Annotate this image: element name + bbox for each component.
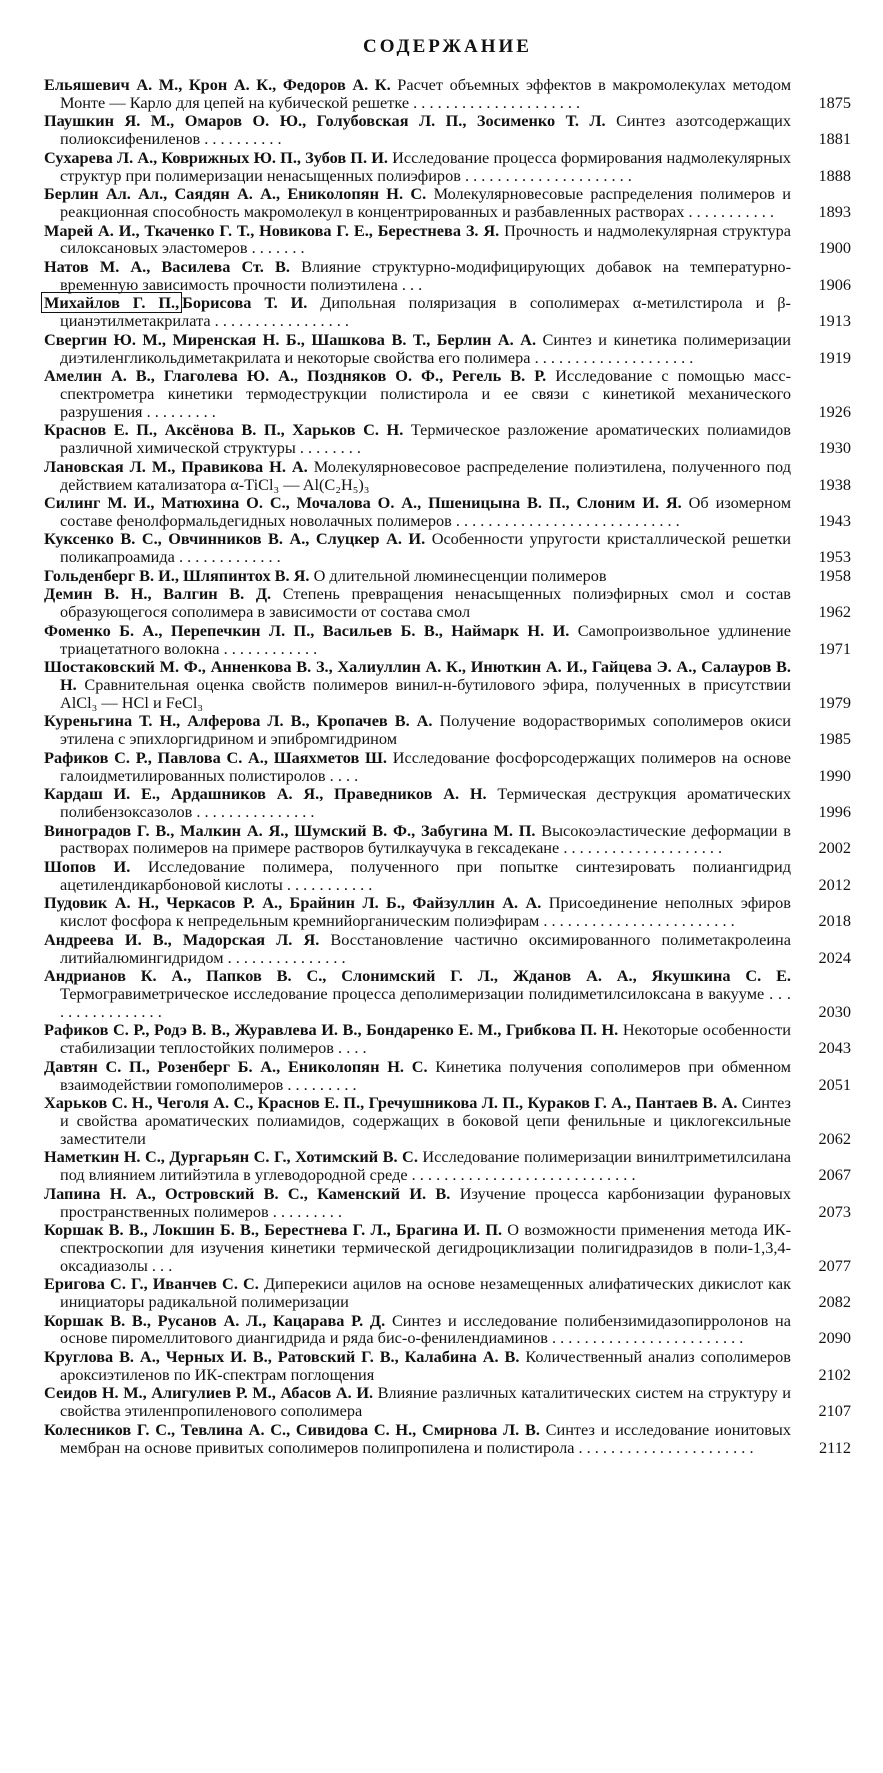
toc-entry-title: Термическое разложение ароматических полиамидов различной химической структуры . . . . . . . . <box>60 420 791 458</box>
toc-entry-title: Синтез и свойства ароматических полиамидов, содержащих в боковой цепи фенильные и циклогексильные заместители <box>60 1093 791 1148</box>
toc-entry-page: 2030 <box>818 1001 851 1021</box>
toc-entry-text <box>44 222 791 258</box>
toc-entry-authors: Сеидов Н. М., Алигулиев Р. М., Абасов А. И. <box>44 1383 374 1403</box>
toc-entry-authors: Андреева И. В., Мадорская Л. Я. <box>44 929 320 949</box>
toc-entry-authors: Коршак В. В., Локшин Б. В., Берестнева Г. Л., Брагина И. П. <box>44 1220 503 1240</box>
toc-entry <box>44 530 851 566</box>
toc-entry-authors: Кардаш И. Е., Ардашников А. Я., Праведников А. Н. <box>44 784 487 804</box>
toc-entry-title: Термогравиметрическое исследование процесса деполимеризации полидиметилсилоксана в вакууме . . . . . . . . . . . . . . . . <box>60 983 791 1021</box>
toc-entry-text <box>44 458 791 494</box>
toc-entry-authors-extra: Борисова Т. И. <box>182 293 308 313</box>
toc-entry <box>44 1058 851 1094</box>
toc-entry-title: Дипольная поляризация в сополимерах α-метилстирола и β-цианэтилметакрилата . . . . . . . . . . . . . . . . . <box>60 293 791 331</box>
toc-entry-text <box>44 76 791 112</box>
toc-entry-page: 1938 <box>818 474 851 494</box>
toc-entry-title: Исследование с помощью масс-спектрометра кинетики термодеструкции полистирола и ее связи с кинетикой механического разрушения . . . . . . . . . <box>60 366 791 421</box>
toc-entry-title: О возможности применения метода ИК-спектроскопии для изучения кинетики термической дегидроциклизации полигидразидов в поли-1,3,4-оксадиазолы . . . <box>60 1220 791 1275</box>
toc-entry-authors: Рафиков С. Р., Родэ В. В., Журавлева И. В., Бондаренко Е. М., Грибкова П. Н. <box>44 1020 619 1040</box>
toc-entry-title: Восстановление частично оксимированного полиметакролеина литийалюмингидридом . . . . . . . . . . . . . . . <box>60 929 791 967</box>
toc-entry-authors: Шостаковский М. Ф., Анненкова В. З., Халиуллин А. К., Инюткин А. И., Гайцева Э. А., Салауров В. Н. <box>44 657 791 695</box>
toc-entry-text <box>44 967 791 1020</box>
toc-entry-authors: Краснов Е. П., Аксёнова В. П., Харьков С. Н. <box>44 420 404 440</box>
toc-entry-title: Молекулярновесовое распределение полиэтилена, полученного под действием катализатора α-TiCl₃ — Al(C₂H₅)₃ <box>60 456 791 494</box>
toc-entry <box>44 858 851 894</box>
toc-entry-page: 2024 <box>818 947 851 967</box>
toc-entry-text <box>44 1384 791 1420</box>
toc-entry-text <box>44 1094 791 1147</box>
toc-entry <box>44 494 851 530</box>
toc-entry-title: О длительной люминесценции полимеров <box>313 565 607 585</box>
toc-entry <box>44 822 851 858</box>
toc-entry-text <box>44 822 791 858</box>
toc-entry <box>44 331 851 367</box>
toc-entry-text <box>44 749 791 785</box>
toc-entry-page: 2073 <box>818 1201 851 1221</box>
toc-entry-text <box>44 785 791 821</box>
toc-entry-title: Присоединение неполных эфиров кислот фосфора к непредельным кремнийорганическим полиэфирам . . . . . . . . . . . . . . . . . . . . . . . . <box>60 893 791 931</box>
toc-entry <box>44 931 851 967</box>
toc-entry <box>44 622 851 658</box>
toc-entry-text <box>44 1148 791 1184</box>
toc-entry-title: Особенности упругости кристаллической решетки поликапроамида . . . . . . . . . . . . . <box>60 529 791 567</box>
toc-entry-title: Высокоэластические деформации в растворах полимеров на примере растворов бутилкаучука в гексадекане . . . . . . . . . . . . . . . . . . . . <box>60 820 791 858</box>
toc-entry-text <box>44 331 791 367</box>
toc-entry-authors: Наметкин Н. С., Дургарьян С. Г., Хотимский В. С. <box>44 1147 418 1167</box>
toc-entry-title: Молекулярновесовые распределения полимеров и реакционная способность макромолекул в концентрированных и разбавленных растворах . . . . . . . . . . . <box>60 184 792 221</box>
toc-entry-text <box>44 1058 791 1094</box>
toc-entry-authors: Фоменко Б. А., Перепечкин Л. П., Васильев Б. В., Наймарк Н. И. <box>44 620 570 640</box>
toc-entry <box>44 185 851 221</box>
toc-entry-text <box>44 1348 791 1384</box>
toc-entry-text <box>44 712 791 748</box>
toc-entry-page: 1953 <box>818 547 851 567</box>
toc-entry-authors: Рафиков С. Р., Павлова С. А., Шаяхметов Ш. <box>44 747 387 767</box>
toc-entry-authors: Виноградов Г. В., Малкин А. Я., Шумский В. Ф., Забугина М. П. <box>44 820 536 840</box>
toc-entry-authors: Свергин Ю. М., Миренская Н. Б., Шашкова В. Т., Берлин А. А. <box>44 329 537 349</box>
toc-entry <box>44 458 851 494</box>
toc-entry-text <box>44 585 791 621</box>
toc-entry-title: Кинетика получения сополимеров при обменном взаимодействии гомополимеров . . . . . . . . . <box>60 1056 791 1094</box>
toc-entry-title: Термическая деструкция ароматических полибензоксазолов . . . . . . . . . . . . . . . <box>60 784 792 822</box>
toc-entry <box>44 712 851 748</box>
toc-entry-page: 2012 <box>818 874 851 894</box>
toc-entry-page: 1990 <box>818 765 851 785</box>
toc-entry-title: Синтез и кинетика полимеризации диэтиленгликольдиметакрилата и некоторые свойства его полимера . . . . . . . . . . . . . . . . . . . . <box>60 329 791 367</box>
toc-entry-title: Об изомерном составе фенолформальдегидных новолачных полимеров . . . . . . . . . . . . . . . . . . . . . . . . . . . . <box>60 493 792 530</box>
toc-entry-page: 2043 <box>818 1038 851 1058</box>
toc-entry-authors: Марей А. И., Ткаченко Г. Т., Новикова Г. Е., Берестнева З. Я. <box>44 220 500 240</box>
toc-entry <box>44 112 851 148</box>
toc-entry <box>44 567 851 585</box>
toc-entry <box>44 1021 851 1057</box>
toc-entry-page: 2112 <box>819 1437 851 1457</box>
toc-entry-title: Исследование полимера, полученного при попытке синтезировать полиангидрид ацетилендикарбоновой кислоты . . . . . . . . . . . <box>60 857 791 894</box>
toc-entry-authors: Куксенко В. С., Овчинников В. А., Слуцкер А. И. <box>44 529 426 549</box>
toc-entry <box>44 1384 851 1420</box>
toc-entry <box>44 294 851 330</box>
toc-entry-text <box>44 494 791 530</box>
toc-entry-text <box>44 858 791 894</box>
toc-entry-page: 1979 <box>818 692 851 712</box>
toc-entry-page: 2062 <box>818 1128 851 1148</box>
toc-entry-authors: Демин В. Н., Валгин В. Д. <box>44 584 272 604</box>
toc-entry-page: 1900 <box>818 238 851 258</box>
toc-entry <box>44 222 851 258</box>
toc-entry-authors: Силинг М. И., Матюхина О. С., Мочалова О. А., Пшеницына В. П., Слоним И. Я. <box>44 493 682 513</box>
toc-entry <box>44 1185 851 1221</box>
toc-entry-title: Влияние различных каталитических систем на структуру и свойства этиленпропиленового сополимера <box>60 1383 791 1421</box>
toc-entry-page: 2018 <box>818 911 851 931</box>
toc-entry-page: 2102 <box>818 1364 851 1384</box>
toc-entry-text <box>44 294 791 330</box>
toc-entry-page: 1875 <box>818 92 851 112</box>
toc-entry <box>44 1221 851 1274</box>
toc-entry-text <box>44 1312 791 1348</box>
toc-entry <box>44 585 851 621</box>
toc-entry-text <box>44 894 791 930</box>
toc-entry-title: Исследование процесса формирования надмолекулярных структур при полимеризации ненасыщенных полиэфиров . . . . . . . . . . . . . . . . . . . . . <box>60 147 791 185</box>
toc-entry-title: Получение водорастворимых сополимеров окиси этилена с эпихлоргидрином и эпибромгидрином <box>60 711 791 749</box>
toc-entry-page: 2077 <box>818 1255 851 1275</box>
toc-entry <box>44 1148 851 1184</box>
toc-entry-page: 2107 <box>818 1401 851 1421</box>
toc-entry-title: Изучение процесса карбонизации фурановых пространственных полимеров . . . . . . . . . <box>60 1183 791 1221</box>
toc-entry-page: 1962 <box>818 602 851 622</box>
toc-entry-page: 1913 <box>818 311 851 331</box>
toc-entry-authors: Натов М. А., Василева Ст. В. <box>44 256 290 276</box>
toc-entry-authors: Шопов И. <box>44 857 131 876</box>
toc-entry-text <box>44 149 791 185</box>
toc-entry-title: Степень превращения ненасыщенных полиэфирных смол и состав образующегося сополимера в зависимости от состава смол <box>60 584 791 622</box>
toc-entry-authors: Амелин А. В., Глаголева Ю. А., Поздняков О. Ф., Регель В. Р. <box>44 366 547 386</box>
toc-entry-title: Исследование фосфорсодержащих полимеров на основе галоидметилированных полистиролов . . . . <box>60 747 791 785</box>
toc-entry-authors: Колесников Г. С., Тевлина А. С., Сивидова С. Н., Смирнова Л. В. <box>44 1419 540 1439</box>
toc-entry <box>44 421 851 457</box>
toc-entry-page: 1926 <box>818 401 851 421</box>
toc-entry-title: Сравнительная оценка свойств полимеров винил-н-бутилового эфира, полученных в присутствии AlCl₃ — HCl и FeCl₃ <box>60 675 791 712</box>
toc-entry-text <box>44 1421 791 1457</box>
toc-entry-authors: Лановская Л. М., Правикова Н. А. <box>44 456 308 476</box>
toc-entry-title: Расчет объемных эффектов в макромолекулах методом Монте — Карло для цепей на кубической решетке . . . . . . . . . . . . . . . . . . . . . <box>60 75 791 112</box>
toc-entry-authors: Еригова С. Г., Иванчев С. С. <box>44 1274 259 1294</box>
toc-entry-text <box>44 367 791 420</box>
toc-entry-page: 1996 <box>818 802 851 822</box>
toc-entry-authors: Гольденберг В. И., Шляпинтох В. Я. <box>44 565 310 585</box>
toc-entry-title: Количественный анализ сополимеров ароксиэтиленов по ИК-спектрам поглощения <box>60 1347 791 1384</box>
toc-entry-page: 2002 <box>818 838 851 858</box>
toc-entry-title: Прочность и надмолекулярная структура силоксановых эластомеров . . . . . . . <box>60 220 792 258</box>
toc-entry-authors: Ельяшевич А. М., Крон А. К., Федоров А. К. <box>44 75 391 94</box>
toc-entry-title: Некоторые особенности стабилизации теплостойких полимеров . . . . <box>60 1020 791 1058</box>
toc-entry-authors: Куреньгина Т. Н., Алферова Л. В., Кропачев В. А. <box>44 711 433 731</box>
toc-entry-title: Синтез и исследование ионитовых мембран на основе привитых сополимеров полипропилена и полистирола . . . . . . . . . . . . . . . . . . . . . . <box>60 1419 791 1457</box>
toc-entry <box>44 1421 851 1457</box>
toc-entry <box>44 149 851 185</box>
toc-entry <box>44 749 851 785</box>
toc-entry-text <box>44 567 791 585</box>
toc-entry-authors: Лапина Н. А., Островский В. С., Каменский И. В. <box>44 1183 451 1203</box>
toc-entry-title: Диперекиси ацилов на основе незамещенных алифатических дикислот как инициаторы радикальной полимеризации <box>60 1274 791 1312</box>
toc-entry-text <box>44 931 791 967</box>
toc-entry <box>44 658 851 711</box>
toc-entry-title: Исследование полимеризации винилтриметилсилана под влиянием литийэтила в углеводородной среде . . . . . . . . . . . . . . . . . . . . . . . . . . . . <box>60 1147 791 1185</box>
toc-entry-page: 1881 <box>818 129 851 149</box>
toc-entry <box>44 785 851 821</box>
toc-entry-page: 1919 <box>818 347 851 367</box>
toc-entry-text <box>44 112 791 148</box>
toc-entry-authors: Михайлов Г. П., <box>41 292 182 313</box>
toc-entry-text <box>44 258 791 294</box>
toc-entry-text <box>44 622 791 658</box>
toc-entry-page: 1971 <box>818 638 851 658</box>
toc-entry-page: 1888 <box>818 165 851 185</box>
toc-entry-text <box>44 185 791 221</box>
toc-entry <box>44 967 851 1020</box>
toc-entry-authors: Паушкин Я. М., Омаров О. Ю., Голубовская Л. П., Зосименко Т. Л. <box>44 111 606 131</box>
toc-entry-authors: Харьков С. Н., Чеголя А. С., Краснов Е. П., Гречушникова Л. П., Кураков Г. А., Пантаев В. А. <box>44 1093 738 1113</box>
toc-entry-authors: Коршак В. В., Русанов А. Л., Кацарава Р. Д. <box>44 1310 386 1330</box>
toc-entry-title: Влияние структурно-модифицирующих добавок на температурно-временную зависимость прочности полиэтилена . . . <box>60 256 791 294</box>
toc-entry-authors: Сухарева Л. А., Коврижных Ю. П., Зубов П. И. <box>44 147 388 167</box>
toc-entry-title: Синтез и исследование полибензимидазопирролонов на основе пиромеллитового диангидрида и ряда бис-о-фенилендиаминов . . . . . . . . . . . . . . . . . . . . . . . . <box>60 1310 791 1348</box>
toc-entry-authors: Берлин Ал. Ал., Саядян А. А., Ениколопян Н. С. <box>44 184 427 204</box>
toc-entry-page: 1930 <box>818 438 851 458</box>
toc-entry-page: 1943 <box>818 510 851 530</box>
toc-entry-text <box>44 658 791 711</box>
toc-entry-authors: Пудовик А. Н., Черкасов Р. А., Брайнин Л. Б., Файзуллин А. А. <box>44 893 542 913</box>
toc-entry <box>44 367 851 420</box>
toc-entry-title: Самопроизвольное удлинение триацетатного волокна . . . . . . . . . . . . <box>60 620 791 658</box>
toc-entry <box>44 258 851 294</box>
toc-entry-text <box>44 421 791 457</box>
toc-entry-page: 2090 <box>818 1328 851 1348</box>
toc-entry <box>44 894 851 930</box>
toc-entry-page: 1906 <box>818 274 851 294</box>
toc-entry-page: 1958 <box>818 565 851 585</box>
toc-entry <box>44 1348 851 1384</box>
toc-entry-page: 2051 <box>818 1074 851 1094</box>
toc-entry-page: 1985 <box>818 729 851 749</box>
toc-entry <box>44 1094 851 1147</box>
toc-entry-page: 2082 <box>818 1292 851 1312</box>
toc-entry-page: 2067 <box>818 1165 851 1185</box>
toc-entry-text <box>44 1185 791 1221</box>
toc-entry-page: 1893 <box>818 201 851 221</box>
toc-entry-authors: Давтян С. П., Розенберг Б. А., Ениколопян Н. С. <box>44 1056 428 1076</box>
page-title: СОДЕРЖАНИЕ <box>363 36 532 57</box>
toc-entry-authors: Круглова В. А., Черных И. В., Ратовский Г. В., Калабина А. В. <box>44 1347 520 1367</box>
toc-entry <box>44 1312 851 1348</box>
toc-entry-authors: Андрианов К. А., Папков В. С., Слонимский Г. Л., Жданов А. А., Якушкина С. Е. <box>44 966 791 986</box>
toc-entry <box>44 1275 851 1311</box>
toc-list <box>44 76 851 1456</box>
toc-entry <box>44 76 851 112</box>
toc-entry-text <box>44 530 791 566</box>
toc-entry-title: Синтез азотсодержащих полиоксифениленов . . . . . . . . . . <box>60 111 791 149</box>
toc-entry-text <box>44 1021 791 1057</box>
toc-entry-text <box>44 1275 791 1311</box>
toc-entry-text <box>44 1221 791 1274</box>
